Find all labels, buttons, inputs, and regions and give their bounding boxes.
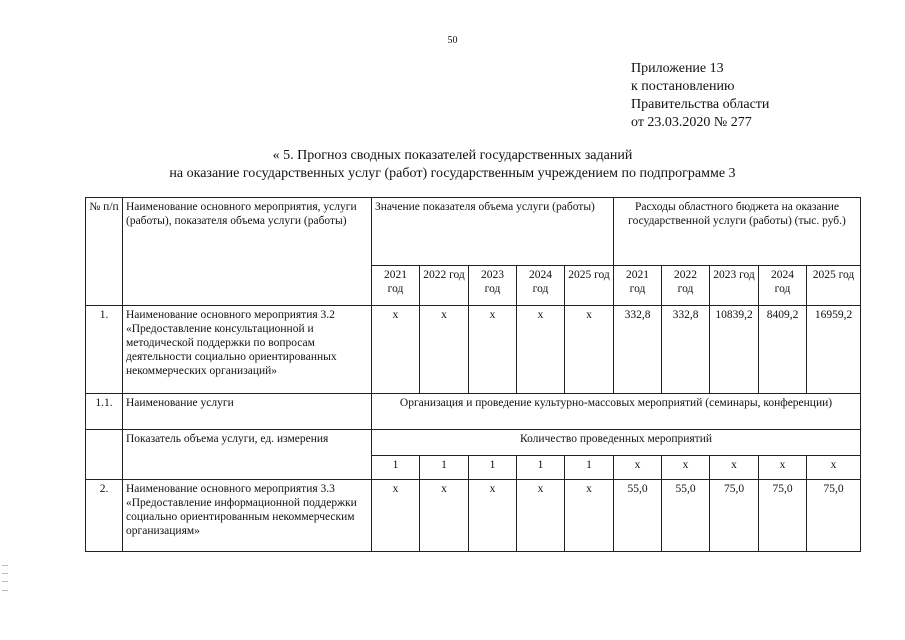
value-cell: 1: [420, 456, 469, 480]
header-name: Наименование основного мероприятия, услуги (работы), показателя объема услуги (работы): [123, 198, 372, 306]
year-cell: 2023 год: [469, 266, 517, 306]
value-cell: x: [420, 480, 469, 552]
year-cell: 2025 год: [807, 266, 861, 306]
scan-margin-mark: [2, 565, 8, 591]
row-num: 1.: [86, 306, 123, 394]
page-number: 50: [447, 35, 458, 46]
value-cell: 1: [517, 456, 565, 480]
year-cell: 2021 год: [614, 266, 662, 306]
year-cell: 2023 год: [710, 266, 759, 306]
value-cell: x: [662, 456, 710, 480]
row-num: 1.1.: [86, 394, 123, 430]
row-name: Наименование основного мероприятия 3.2 «Предоставление консультационной и методической поддержки по вопросам деятельности социально ориентированных некоммерческих организаций»: [123, 306, 372, 394]
forecast-table: [85, 197, 861, 552]
value-cell: x: [469, 306, 517, 394]
table-row: [86, 430, 861, 456]
value-cell: x: [565, 480, 614, 552]
value-cell: x: [420, 306, 469, 394]
row-num: 2.: [86, 480, 123, 552]
value-cell: x: [372, 306, 420, 394]
value-cell: 332,8: [614, 306, 662, 394]
value-cell: 1: [372, 456, 420, 480]
table-row: [86, 480, 861, 552]
value-cell: 75,0: [759, 480, 807, 552]
document-subtitle: на оказание государственных услуг (работ) государственным учреждением по подпрограмме 3: [169, 166, 736, 181]
row-name: Наименование услуги: [123, 394, 372, 430]
value-cell: x: [565, 306, 614, 394]
table-row: [86, 306, 861, 394]
value-cell: x: [517, 306, 565, 394]
value-cell: 8409,2: [759, 306, 807, 394]
value-cell: x: [517, 480, 565, 552]
appendix-line: к постановлению: [631, 79, 735, 94]
service-name-cell: Организация и проведение культурно-массовых мероприятий (семинары, конференции): [372, 394, 861, 430]
header-volume: Значение показателя объема услуги (работы): [372, 198, 614, 266]
value-cell: 1: [469, 456, 517, 480]
document-title: « 5. Прогноз сводных показателей государственных заданий: [272, 148, 633, 163]
value-cell: 332,8: [662, 306, 710, 394]
appendix-block: [631, 60, 769, 132]
value-cell: 55,0: [614, 480, 662, 552]
header-expenses: Расходы областного бюджета на оказание государственной услуги (работы) (тыс. руб.): [614, 198, 861, 266]
appendix-line: Правительства области: [631, 97, 770, 112]
value-cell: x: [469, 480, 517, 552]
year-cell: 2025 год: [565, 266, 614, 306]
indicator-unit-cell: Количество проведенных мероприятий: [372, 430, 861, 456]
row-name: Наименование основного мероприятия 3.3 «Предоставление информационной поддержки социально ориентированным некоммерческим организациям»: [123, 480, 372, 552]
appendix-line: от 23.03.2020 № 277: [631, 115, 752, 130]
header-num: № п/п: [86, 198, 123, 306]
value-cell: 75,0: [710, 480, 759, 552]
year-cell: 2022 год: [420, 266, 469, 306]
table-header-row: [86, 198, 861, 266]
year-cell: 2024 год: [517, 266, 565, 306]
value-cell: x: [759, 456, 807, 480]
value-cell: 10839,2: [710, 306, 759, 394]
value-cell: x: [710, 456, 759, 480]
value-cell: x: [807, 456, 861, 480]
value-cell: 1: [565, 456, 614, 480]
row-name: Показатель объема услуги, ед. измерения: [123, 430, 372, 480]
value-cell: 55,0: [662, 480, 710, 552]
table-row: [86, 394, 861, 430]
row-num-empty: [86, 430, 123, 480]
value-cell: 75,0: [807, 480, 861, 552]
year-cell: 2021 год: [372, 266, 420, 306]
value-cell: x: [614, 456, 662, 480]
value-cell: x: [372, 480, 420, 552]
value-cell: 16959,2: [807, 306, 861, 394]
year-cell: 2022 год: [662, 266, 710, 306]
year-cell: 2024 год: [759, 266, 807, 306]
appendix-line: Приложение 13: [631, 61, 724, 76]
